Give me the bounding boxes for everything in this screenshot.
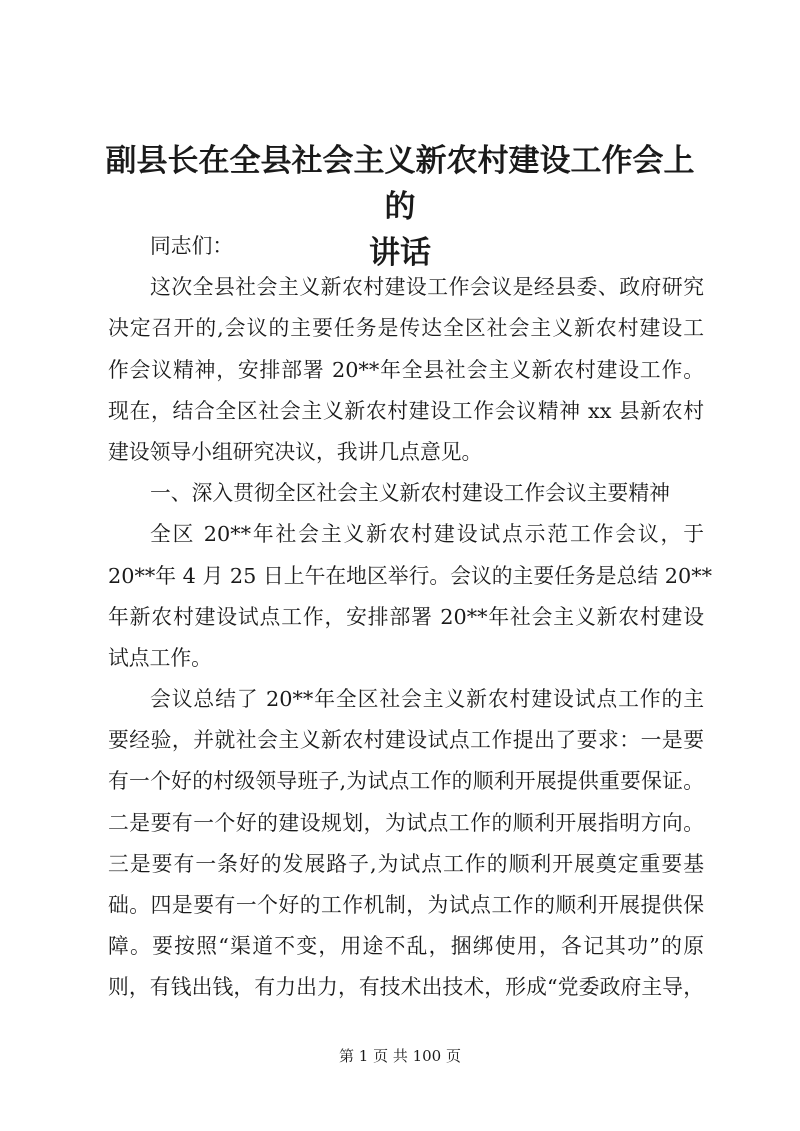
text-line: 障。要按照“渠道不变，用途不乱，捆绑使用，各记其功”的原 [108,934,704,959]
text-line: 建设领导小组研究决议，我讲几点意见。 [108,439,483,464]
title-line: 副县长在全县社会主义新农村建设工作会上的 [105,143,695,225]
section-heading: 一、深入贯彻全区社会主义新农村建设工作会议主要精神 [150,481,670,506]
salutation: 同志们： [150,234,234,258]
text-line: 三是要有一条好的发展路子,为试点工作的顺利开展奠定重要基 [108,851,704,876]
text-line: 础。四是要有一个好的工作机制，为试点工作的顺利开展提供保 [108,893,704,917]
text-line: 20**年 4 月 25 日上午在地区举行。会议的主要任务是总结 20** [108,563,713,588]
text-line: 则，有钱出钱，有力出力，有技术出技术，形成“党委政府主导， [108,975,704,1000]
text-line: 试点工作。 [108,645,212,670]
text-line: 二是要有一个好的建设规划，为试点工作的顺利开展指明方向。 [108,810,704,835]
text-line: 这次全县社会主义新农村建设工作会议是经县委、政府研究 [150,275,704,300]
text-line: 会议总结了 20**年全区社会主义新农村建设试点工作的主 [150,687,704,712]
document-body [108,226,713,1009]
text-line: 要经验，并就社会主义新农村建设试点工作提出了要求：一是要 [108,728,704,753]
text-line: 年新农村建设试点工作，安排部署 20**年社会主义新农村建设 [108,604,704,629]
text-line: 决定召开的,会议的主要任务是传达全区社会主义新农村建设工 [108,316,704,341]
text-line: 现在，结合全区社会主义新农村建设工作会议精神 xx 县新农村 [108,398,704,423]
text-line: 作会议精神，安排部署 20**年全县社会主义新农村建设工作。 [108,357,704,382]
page-footer: 第 1 页 共 100 页 [338,1047,461,1065]
title-line: 讲话 [369,235,431,271]
text-line: 全区 20**年社会主义新农村建设试点示范工作会议，于 [150,522,704,547]
text-line: 有一个好的村级领导班子,为试点工作的顺利开展提供重要保证。 [108,769,704,794]
